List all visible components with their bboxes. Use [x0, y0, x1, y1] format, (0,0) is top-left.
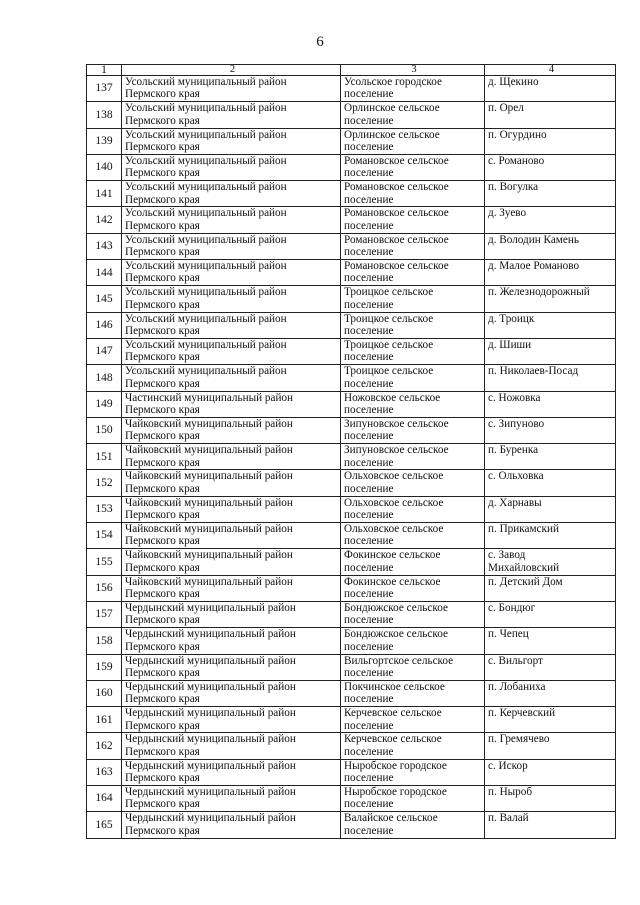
row-number: 150 [95, 424, 113, 437]
column-header-2: 2 [122, 65, 341, 76]
settlement-cell [341, 181, 485, 207]
district-name: Чердынский муниципальный район Пермского края [125, 601, 296, 627]
locality-cell [485, 575, 616, 601]
row-number: 139 [95, 135, 113, 148]
district-name: Усольский муниципальный район Пермского края [125, 338, 287, 364]
row-number-cell [87, 102, 122, 128]
table-row [87, 523, 616, 549]
locality-name: п. Николаев-Посад [488, 365, 579, 378]
settlement-name: Романовское сельское поселение [344, 233, 449, 259]
locality-cell [485, 680, 616, 706]
row-number: 137 [95, 82, 113, 95]
settlement-cell [341, 286, 485, 312]
district-name: Чердынский муниципальный район Пермского края [125, 733, 296, 758]
locality-cell [485, 601, 616, 627]
table-row [87, 654, 616, 680]
locality-name: п. Керчевский [488, 707, 556, 720]
settlement-cell [341, 628, 485, 654]
settlement-cell [341, 759, 485, 785]
table-row [87, 786, 616, 812]
locality-cell [485, 391, 616, 417]
district-cell [122, 207, 341, 233]
row-number: 162 [95, 739, 113, 752]
row-number-cell [87, 286, 122, 312]
district-name: Чайковский муниципальный район Пермского края [125, 496, 293, 522]
locality-name: д. Шиши [488, 338, 532, 351]
locality-name: д. Малое Романово [488, 260, 580, 273]
district-cell [122, 233, 341, 259]
settlement-name: Покчинское сельское поселение [344, 680, 445, 706]
row-number-cell [87, 312, 122, 338]
locality-cell [485, 181, 616, 207]
table-row [87, 312, 616, 338]
settlement-cell [341, 575, 485, 601]
table-row [87, 601, 616, 627]
locality-cell [485, 733, 616, 759]
district-cell [122, 812, 341, 838]
settlement-cell [341, 444, 485, 470]
settlement-cell [341, 233, 485, 259]
settlement-name: Троицкое сельское поселение [344, 338, 434, 364]
settlement-cell [341, 812, 485, 838]
locality-cell [485, 654, 616, 680]
table-row [87, 628, 616, 654]
locality-cell [485, 496, 616, 522]
settlement-name: Бондюжское сельское поселение [344, 628, 448, 653]
locality-cell [485, 207, 616, 233]
row-number-cell [87, 391, 122, 417]
settlement-cell [341, 523, 485, 549]
locality-name: с. Ножовка [488, 391, 541, 404]
table-row [87, 812, 616, 838]
settlement-cell [341, 786, 485, 812]
row-number-cell [87, 181, 122, 207]
locality-name: п. Огурдино [488, 128, 547, 141]
row-number: 146 [95, 319, 113, 332]
district-cell [122, 628, 341, 654]
table-row [87, 496, 616, 522]
column-header-4: 4 [485, 65, 616, 76]
district-cell [122, 733, 341, 759]
district-cell [122, 365, 341, 391]
row-number: 161 [95, 713, 113, 726]
locality-name: п. Железнодорожный [488, 286, 590, 299]
settlement-cell [341, 417, 485, 443]
settlement-cell [341, 549, 485, 575]
row-number-cell [87, 654, 122, 680]
row-number-cell [87, 207, 122, 233]
district-name: Чердынский муниципальный район Пермского края [125, 812, 296, 837]
district-cell [122, 707, 341, 733]
settlement-name: Романовское сельское поселение [344, 154, 449, 180]
settlement-cell [341, 707, 485, 733]
district-cell [122, 654, 341, 680]
settlement-cell [341, 207, 485, 233]
district-cell [122, 102, 341, 128]
row-number-cell [87, 470, 122, 496]
row-number-cell [87, 444, 122, 470]
locality-cell [485, 759, 616, 785]
locality-cell [485, 154, 616, 180]
district-name: Чайковский муниципальный район Пермского края [125, 549, 293, 574]
district-name: Чердынский муниципальный район Пермского края [125, 759, 296, 785]
settlement-name: Троицкое сельское поселение [344, 286, 434, 311]
page-number: 6 [316, 34, 324, 50]
settlement-cell [341, 102, 485, 128]
settlement-cell [341, 128, 485, 154]
settlement-name: Усольское городское поселение [344, 76, 442, 101]
locality-name: п. Ныроб [488, 786, 533, 799]
locality-cell [485, 523, 616, 549]
table-row [87, 102, 616, 128]
district-cell [122, 286, 341, 312]
district-name: Чайковский муниципальный район Пермского края [125, 417, 293, 443]
locality-name: п. Буренка [488, 444, 539, 457]
locality-cell [485, 338, 616, 364]
settlement-name: Зипуновское сельское поселение [344, 417, 449, 443]
table-row [87, 154, 616, 180]
locality-cell [485, 417, 616, 443]
settlement-name: Романовское сельское поселение [344, 260, 449, 285]
district-cell [122, 76, 341, 102]
locality-name: п. Лобаниха [488, 680, 546, 693]
table-row [87, 470, 616, 496]
row-number-cell [87, 76, 122, 102]
district-name: Чайковский муниципальный район Пермского края [125, 470, 293, 495]
district-cell [122, 312, 341, 338]
settlement-cell [341, 680, 485, 706]
column-header-1: 1 [87, 65, 122, 76]
row-number: 144 [95, 266, 113, 279]
district-name: Усольский муниципальный район Пермского края [125, 128, 287, 153]
row-number-cell [87, 365, 122, 391]
district-cell [122, 391, 341, 417]
settlement-cell [341, 76, 485, 102]
locality-name: с. Романово [488, 154, 545, 167]
settlement-name: Вильгортское сельское поселение [344, 654, 454, 679]
settlement-name: Фокинское сельское поселение [344, 575, 441, 601]
locality-name: с. Искор [488, 759, 528, 772]
settlement-cell [341, 496, 485, 522]
row-number-cell [87, 523, 122, 549]
row-number-cell [87, 260, 122, 286]
district-name: Усольский муниципальный район Пермского края [125, 76, 287, 101]
district-name: Чердынский муниципальный район Пермского края [125, 707, 296, 732]
settlement-cell [341, 260, 485, 286]
district-name: Чердынский муниципальный район Пермского края [125, 786, 296, 811]
table-row [87, 391, 616, 417]
settlement-cell [341, 601, 485, 627]
row-number: 140 [95, 161, 113, 174]
settlement-name: Зипуновское сельское поселение [344, 444, 449, 469]
settlement-name: Троицкое сельское поселение [344, 365, 434, 390]
locality-name: п. Орел [488, 102, 524, 115]
row-number-cell [87, 338, 122, 364]
settlement-cell [341, 154, 485, 180]
settlement-name: Ольховское сельское поселение [344, 523, 444, 548]
settlement-name: Фокинское сельское поселение [344, 549, 441, 574]
district-cell [122, 128, 341, 154]
row-number: 149 [95, 398, 113, 410]
district-name: Усольский муниципальный район Пермского края [125, 260, 287, 285]
row-number-cell [87, 549, 122, 575]
row-number: 164 [95, 792, 113, 805]
settlement-name: Ныробское городское поселение [344, 786, 447, 811]
district-cell [122, 680, 341, 706]
table-row [87, 286, 616, 312]
row-number: 147 [95, 345, 113, 358]
settlements-table [86, 64, 616, 839]
table-row [87, 181, 616, 207]
row-number: 157 [95, 608, 113, 621]
locality-name: д. Троицк [488, 312, 535, 325]
row-number-cell [87, 812, 122, 838]
locality-name: с. Вильгорт [488, 654, 543, 667]
locality-name: п. Чепец [488, 628, 529, 641]
row-number: 154 [95, 529, 113, 542]
row-number-cell [87, 680, 122, 706]
locality-cell [485, 260, 616, 286]
column-header-3: 3 [341, 65, 485, 76]
district-cell [122, 786, 341, 812]
table-row [87, 549, 616, 575]
district-name: Чайковский муниципальный район Пермского края [125, 575, 293, 601]
row-number: 156 [95, 582, 113, 595]
locality-name: с. Завод Михайловский [488, 549, 560, 574]
settlement-name: Романовское сельское поселение [344, 207, 449, 232]
locality-cell [485, 312, 616, 338]
settlement-cell [341, 365, 485, 391]
locality-name: п. Прикамский [488, 523, 559, 536]
row-number-cell [87, 575, 122, 601]
row-number-cell [87, 733, 122, 759]
row-number: 138 [95, 108, 113, 121]
row-number: 153 [95, 503, 113, 516]
locality-cell [485, 286, 616, 312]
table-row [87, 260, 616, 286]
district-cell [122, 260, 341, 286]
locality-name: д. Володин Камень [488, 233, 579, 246]
district-name: Усольский муниципальный район Пермского края [125, 365, 287, 390]
district-cell [122, 549, 341, 575]
row-number-cell [87, 128, 122, 154]
locality-name: с. Зипуново [488, 417, 545, 430]
settlement-cell [341, 391, 485, 417]
settlement-cell [341, 312, 485, 338]
district-name: Усольский муниципальный район Пермского края [125, 102, 287, 127]
locality-name: с. Бондюг [488, 601, 536, 614]
settlement-name: Керчевское сельское поселение [344, 707, 442, 732]
table-header [87, 65, 616, 76]
row-number: 145 [95, 292, 113, 305]
row-number: 160 [95, 687, 113, 700]
district-name: Усольский муниципальный район Пермского края [125, 207, 287, 232]
row-number: 163 [95, 766, 113, 779]
table-row [87, 233, 616, 259]
district-cell [122, 338, 341, 364]
district-name: Чердынский муниципальный район Пермского края [125, 654, 296, 679]
settlement-name: Орлинское сельское поселение [344, 128, 440, 153]
table-row [87, 680, 616, 706]
district-name: Усольский муниципальный район Пермского края [125, 181, 287, 206]
settlement-name: Романовское сельское поселение [344, 181, 449, 206]
row-number-cell [87, 154, 122, 180]
row-number: 152 [95, 476, 113, 489]
settlement-name: Ольховское сельское поселение [344, 470, 444, 495]
locality-name: п. Гремячево [488, 733, 550, 746]
locality-cell [485, 707, 616, 733]
locality-name: п. Валай [488, 812, 529, 825]
row-number: 165 [95, 818, 113, 831]
header-row [87, 65, 616, 76]
district-name: Усольский муниципальный район Пермского края [125, 154, 287, 180]
settlement-name: Валайское сельское поселение [344, 812, 438, 837]
district-cell [122, 417, 341, 443]
table-row [87, 733, 616, 759]
district-cell [122, 523, 341, 549]
locality-cell [485, 549, 616, 575]
district-cell [122, 181, 341, 207]
locality-name: д. Харнавы [488, 496, 542, 509]
row-number-cell [87, 628, 122, 654]
row-number-cell [87, 233, 122, 259]
district-name: Чердынский муниципальный район Пермского края [125, 680, 296, 706]
district-name: Усольский муниципальный район Пермского края [125, 233, 287, 259]
district-name: Чайковский муниципальный район Пермского края [125, 444, 293, 469]
table-row [87, 417, 616, 443]
settlement-name: Ольховское сельское поселение [344, 496, 444, 522]
district-cell [122, 575, 341, 601]
settlement-name: Ножовское сельское поселение [344, 391, 441, 416]
settlement-name: Ныробское городское поселение [344, 759, 447, 785]
table-row [87, 207, 616, 233]
row-number: 155 [95, 555, 113, 568]
settlement-cell [341, 470, 485, 496]
row-number: 142 [95, 213, 113, 226]
district-cell [122, 154, 341, 180]
row-number-cell [87, 496, 122, 522]
district-cell [122, 470, 341, 496]
table-row [87, 128, 616, 154]
district-name: Усольский муниципальный район Пермского края [125, 312, 287, 338]
district-cell [122, 444, 341, 470]
settlement-cell [341, 733, 485, 759]
locality-cell [485, 102, 616, 128]
settlement-cell [341, 654, 485, 680]
row-number-cell [87, 759, 122, 785]
settlement-name: Орлинское сельское поселение [344, 102, 440, 127]
table-row [87, 444, 616, 470]
settlement-name: Керчевское сельское поселение [344, 733, 442, 758]
locality-cell [485, 233, 616, 259]
locality-cell [485, 128, 616, 154]
district-name: Усольский муниципальный район Пермского края [125, 286, 287, 311]
table-row [87, 76, 616, 102]
locality-name: п. Вогулка [488, 181, 539, 194]
district-cell [122, 601, 341, 627]
row-number-cell [87, 786, 122, 812]
locality-name: д. Щекино [488, 76, 539, 88]
table-row [87, 707, 616, 733]
row-number: 158 [95, 634, 113, 647]
settlement-cell [341, 338, 485, 364]
district-name: Чайковский муниципальный район Пермского края [125, 523, 293, 548]
locality-cell [485, 444, 616, 470]
row-number-cell [87, 417, 122, 443]
row-number: 141 [95, 187, 113, 200]
locality-cell [485, 812, 616, 838]
district-name: Чердынский муниципальный район Пермского края [125, 628, 296, 653]
locality-name: д. Зуево [488, 207, 527, 220]
row-number: 148 [95, 371, 113, 384]
locality-name: с. Ольховка [488, 470, 544, 483]
table-body [87, 76, 616, 839]
district-cell [122, 496, 341, 522]
row-number-cell [87, 707, 122, 733]
table-row [87, 365, 616, 391]
row-number: 143 [95, 240, 113, 253]
locality-cell [485, 76, 616, 102]
table-row [87, 759, 616, 785]
row-number: 151 [95, 450, 113, 463]
district-cell [122, 759, 341, 785]
locality-cell [485, 786, 616, 812]
settlement-name: Бондюжское сельское поселение [344, 601, 448, 627]
locality-cell [485, 365, 616, 391]
settlement-name: Троицкое сельское поселение [344, 312, 434, 338]
row-number: 159 [95, 660, 113, 673]
locality-cell [485, 628, 616, 654]
district-name: Частинский муниципальный район Пермского края [125, 391, 294, 416]
locality-name: п. Детский Дом [488, 575, 563, 588]
locality-cell [485, 470, 616, 496]
table-row [87, 575, 616, 601]
table-row [87, 338, 616, 364]
row-number-cell [87, 601, 122, 627]
